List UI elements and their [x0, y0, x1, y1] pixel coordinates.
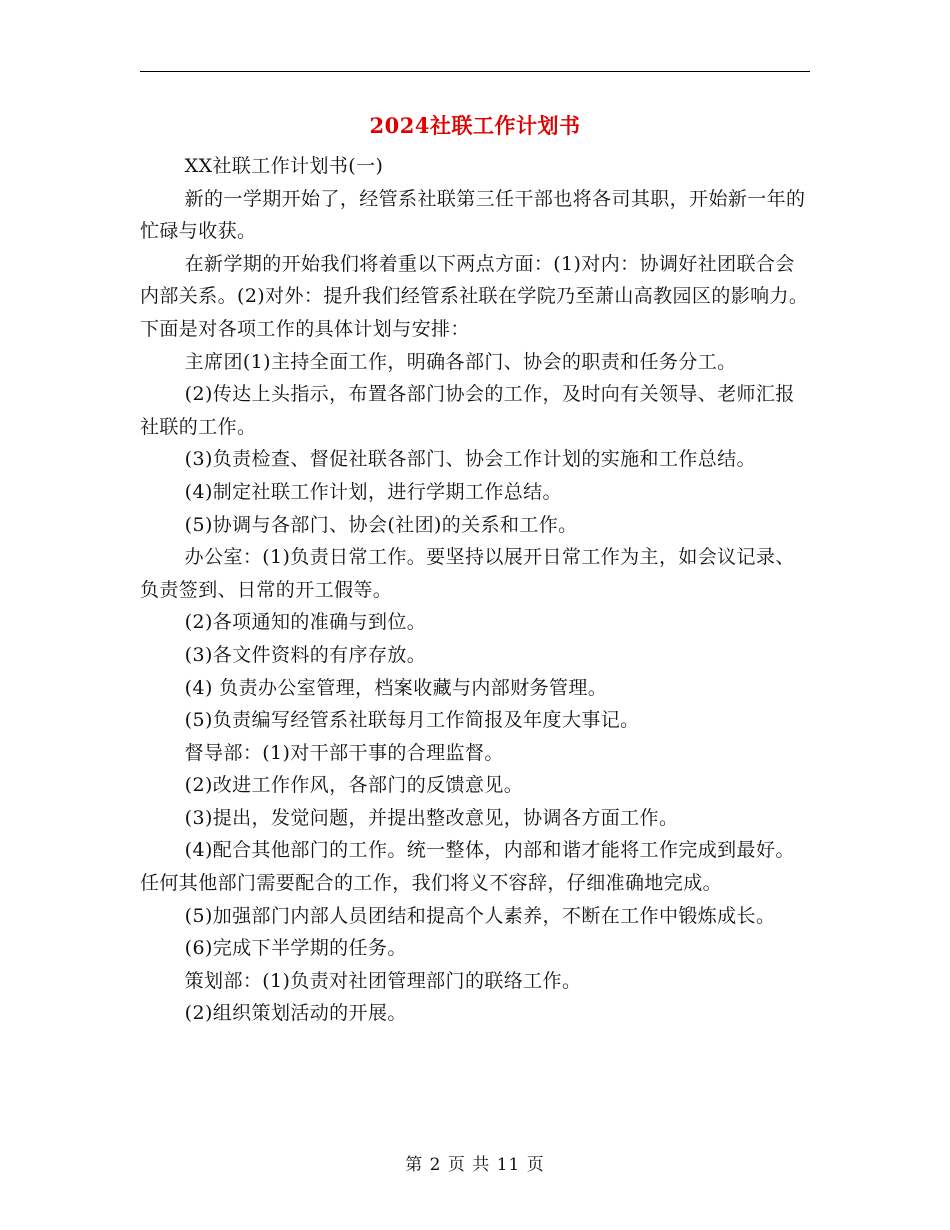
paragraph: (5)加强部门内部人员团结和提高个人素养，不断在工作中锻炼成长。	[184, 904, 776, 927]
paragraph: (3)各文件资料的有序存放。	[184, 643, 427, 666]
header-rule	[140, 71, 810, 72]
paragraph: 办公室：(1)负责日常工作。要坚持以展开日常工作为主，如会议记录、负责签到、日常的开工假等。	[140, 546, 795, 601]
paragraph: 新的一学期开始了，经管系社联第三任干部也将各司其职，开始新一年的忙碌与收获。	[140, 187, 806, 243]
paragraph: 在新学期的开始我们将着重以下两点方面：(1)对内：协调好社团联合会内部关系。(2)对外：提升我们经管系社联在学院乃至萧山高教园区的影响力。下面是对各项工作的具体计划与安排：	[140, 252, 809, 340]
paragraph: (2)各项通知的准确与到位。	[184, 611, 427, 634]
paragraph: (5)协调与各部门、协会(社团)的关系和工作。	[184, 513, 578, 536]
paragraph: (4) 负责办公室管理，档案收藏与内部财务管理。	[184, 676, 608, 699]
paragraph: (6)完成下半学期的任务。	[184, 937, 407, 960]
paragraph: (2)传达上头指示，布置各部门协会的工作，及时向有关领导、老师汇报社联的工作。	[140, 383, 795, 438]
document-body	[140, 150, 810, 1030]
document-title: 2024社联工作计划书	[369, 113, 581, 138]
paragraph: 主席团(1)主持全面工作，明确各部门、协会的职责和任务分工。	[184, 350, 737, 373]
paragraph: (4)制定社联工作计划，进行学期工作总结。	[184, 480, 562, 503]
paragraph: (3)提出，发觉问题，并提出整改意见，协调各方面工作。	[184, 806, 679, 829]
paragraph: (2)组织策划活动的开展。	[184, 1002, 407, 1025]
paragraph: (5)负责编写经管系社联每月工作简报及年度大事记。	[184, 709, 640, 732]
paragraph: 督导部：(1)对干部干事的合理监督。	[184, 741, 504, 764]
paragraph: XX社联工作计划书(一)	[184, 155, 384, 177]
paragraph: (3)负责检查、督促社联各部门、协会工作计划的实施和工作总结。	[184, 448, 756, 471]
paragraph: 策划部：(1)负责对社团管理部门的联络工作。	[184, 969, 582, 992]
paragraph: (4)配合其他部门的工作。统一整体，内部和谐才能将工作完成到最好。任何其他部门需要配合的工作，我们将义不容辞，仔细准确地完成。	[140, 839, 795, 895]
page-number-footer: 第 2 页 共 11 页	[405, 1155, 545, 1175]
paragraph: (2)改进工作作风，各部门的反馈意见。	[184, 774, 524, 797]
